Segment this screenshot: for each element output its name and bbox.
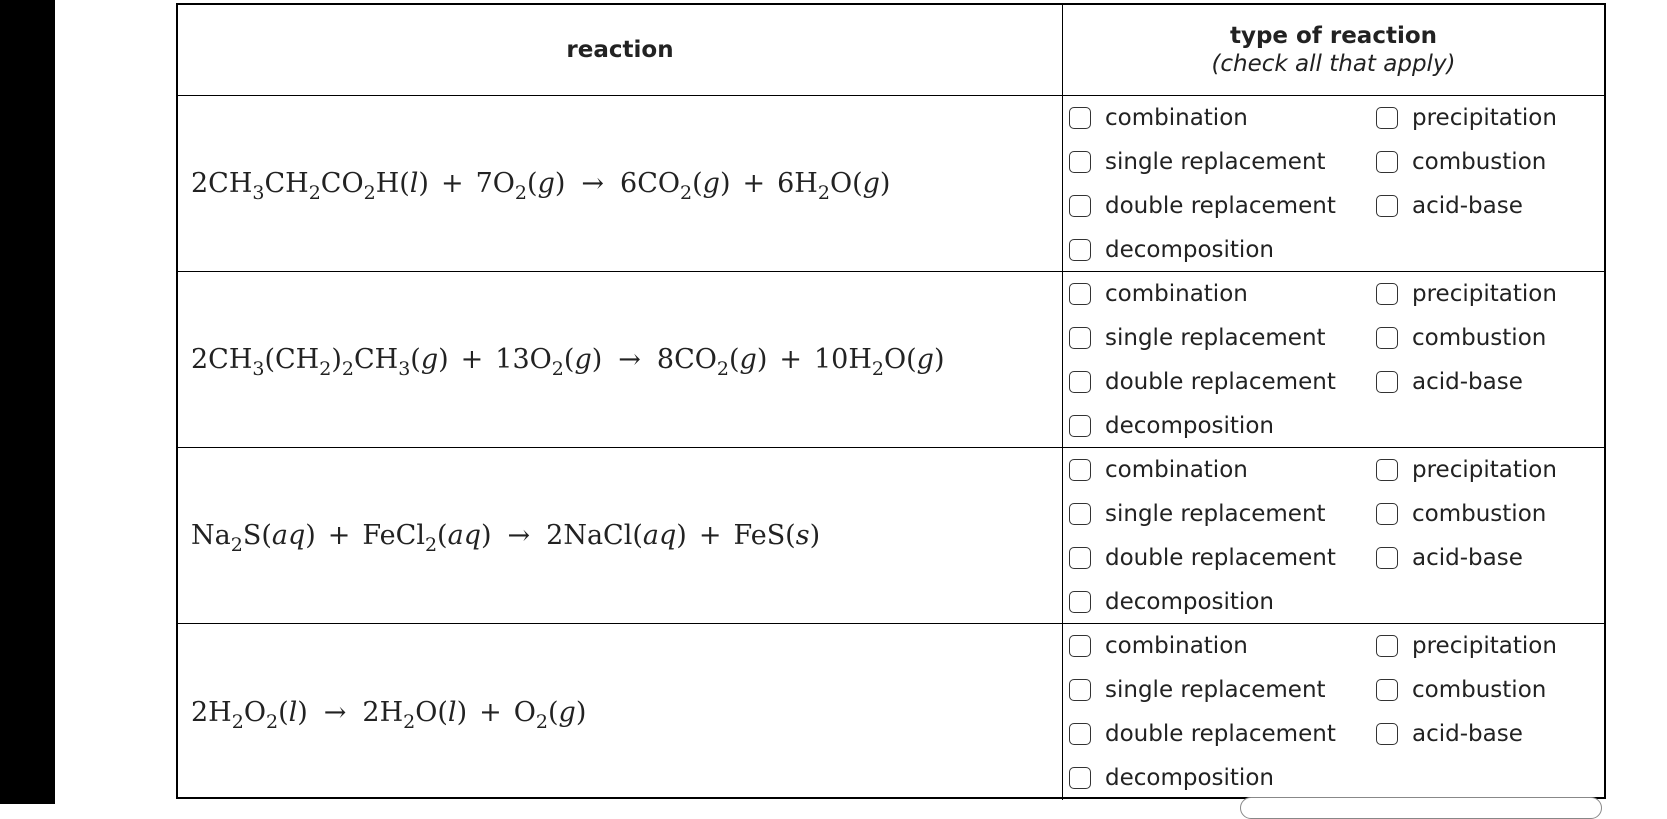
left-black-bar <box>0 0 55 804</box>
checkbox-icon[interactable] <box>1376 327 1398 349</box>
reaction-types-1 <box>1063 96 1604 272</box>
header-type <box>1063 5 1604 96</box>
checkbox-combustion[interactable] <box>1376 492 1604 536</box>
reaction-table <box>176 3 1606 799</box>
checkbox-combination[interactable] <box>1069 272 1376 316</box>
option-label: acid-base <box>1412 721 1523 747</box>
checkbox-icon[interactable] <box>1069 415 1091 437</box>
checkbox-icon[interactable] <box>1376 107 1398 129</box>
checkbox-decomposition[interactable] <box>1069 756 1376 800</box>
checkbox-double-replacement[interactable] <box>1069 360 1376 404</box>
checkbox-single-replacement[interactable] <box>1069 140 1376 184</box>
checkbox-decomposition[interactable] <box>1069 404 1376 448</box>
option-label: acid-base <box>1412 193 1523 219</box>
option-label: combination <box>1105 457 1248 483</box>
checkbox-double-replacement[interactable] <box>1069 184 1376 228</box>
option-label: precipitation <box>1412 105 1557 131</box>
bottom-button-partial[interactable] <box>1240 797 1602 819</box>
header-reaction <box>178 5 1063 96</box>
checkbox-icon[interactable] <box>1069 547 1091 569</box>
option-label: single replacement <box>1105 501 1326 527</box>
option-label: decomposition <box>1105 765 1274 791</box>
checkbox-icon[interactable] <box>1069 371 1091 393</box>
checkbox-single-replacement[interactable] <box>1069 668 1376 712</box>
checkbox-precipitation[interactable] <box>1376 272 1604 316</box>
checkbox-icon[interactable] <box>1069 283 1091 305</box>
checkbox-acid-base[interactable] <box>1376 360 1604 404</box>
checkbox-icon[interactable] <box>1069 239 1091 261</box>
checkbox-combustion[interactable] <box>1376 316 1604 360</box>
checkbox-acid-base[interactable] <box>1376 712 1604 756</box>
checkbox-icon[interactable] <box>1376 371 1398 393</box>
checkbox-icon[interactable] <box>1376 547 1398 569</box>
checkbox-icon[interactable] <box>1069 107 1091 129</box>
checkbox-acid-base[interactable] <box>1376 184 1604 228</box>
checkbox-combination[interactable] <box>1069 96 1376 140</box>
option-label: single replacement <box>1105 149 1326 175</box>
checkbox-icon[interactable] <box>1069 635 1091 657</box>
reaction-equation-2: $2CH_3(CH_2)_2CH_3(g)$ + $13O_2(g)$ → $8CO_2(g)$ + $10H_2O(g)$ <box>178 272 1063 448</box>
header-type-subtitle: (check all that apply) <box>1211 51 1456 77</box>
option-label: acid-base <box>1412 369 1523 395</box>
option-label: decomposition <box>1105 589 1274 615</box>
option-label: combustion <box>1412 501 1547 527</box>
checkbox-icon[interactable] <box>1069 767 1091 789</box>
checkbox-double-replacement[interactable] <box>1069 712 1376 756</box>
checkbox-icon[interactable] <box>1376 151 1398 173</box>
checkbox-icon[interactable] <box>1069 591 1091 613</box>
reaction-equation-3: $Na_2S(aq)$ + FeCl$_2$(aq) → 2NaCl(aq) + FeS(s) <box>178 448 1063 624</box>
checkbox-combustion[interactable] <box>1376 140 1604 184</box>
option-label: single replacement <box>1105 677 1326 703</box>
option-label: combination <box>1105 105 1248 131</box>
checkbox-icon[interactable] <box>1376 503 1398 525</box>
option-label: combustion <box>1412 149 1547 175</box>
checkbox-acid-base[interactable] <box>1376 536 1604 580</box>
option-label: combination <box>1105 633 1248 659</box>
option-label: precipitation <box>1412 457 1557 483</box>
checkbox-precipitation[interactable] <box>1376 448 1604 492</box>
option-label: combination <box>1105 281 1248 307</box>
option-label: double replacement <box>1105 545 1336 571</box>
checkbox-icon[interactable] <box>1069 195 1091 217</box>
checkbox-icon[interactable] <box>1376 195 1398 217</box>
option-label: precipitation <box>1412 281 1557 307</box>
reaction-equation-4: $2H_2O_2(l)$ → $2H_2O(l)$ + $O_2(g)$ <box>178 624 1063 800</box>
checkbox-double-replacement[interactable] <box>1069 536 1376 580</box>
checkbox-single-replacement[interactable] <box>1069 492 1376 536</box>
checkbox-icon[interactable] <box>1376 723 1398 745</box>
reaction-equation-1: $2CH_3CH_2CO_2H(l)$ + $7O_2(g)$ → $6CO_2(g)$ + $6H_2O(g)$ <box>178 96 1063 272</box>
option-label: single replacement <box>1105 325 1326 351</box>
option-label: combustion <box>1412 325 1547 351</box>
option-label: acid-base <box>1412 545 1523 571</box>
reaction-types-4 <box>1063 624 1604 800</box>
checkbox-icon[interactable] <box>1069 151 1091 173</box>
checkbox-icon[interactable] <box>1069 327 1091 349</box>
checkbox-icon[interactable] <box>1376 635 1398 657</box>
reaction-types-2 <box>1063 272 1604 448</box>
checkbox-combustion[interactable] <box>1376 668 1604 712</box>
checkbox-precipitation[interactable] <box>1376 96 1604 140</box>
checkbox-icon[interactable] <box>1376 459 1398 481</box>
option-label: combustion <box>1412 677 1547 703</box>
option-label: double replacement <box>1105 721 1336 747</box>
checkbox-combination[interactable] <box>1069 448 1376 492</box>
checkbox-icon[interactable] <box>1069 723 1091 745</box>
option-label: double replacement <box>1105 193 1336 219</box>
checkbox-icon[interactable] <box>1376 283 1398 305</box>
checkbox-combination[interactable] <box>1069 624 1376 668</box>
checkbox-decomposition[interactable] <box>1069 580 1376 624</box>
header-reaction-label: reaction <box>566 37 674 63</box>
checkbox-icon[interactable] <box>1069 503 1091 525</box>
checkbox-icon[interactable] <box>1069 459 1091 481</box>
checkbox-single-replacement[interactable] <box>1069 316 1376 360</box>
checkbox-icon[interactable] <box>1069 679 1091 701</box>
reaction-types-3 <box>1063 448 1604 624</box>
checkbox-decomposition[interactable] <box>1069 228 1376 272</box>
checkbox-icon[interactable] <box>1376 679 1398 701</box>
option-label: decomposition <box>1105 237 1274 263</box>
checkbox-precipitation[interactable] <box>1376 624 1604 668</box>
option-label: decomposition <box>1105 413 1274 439</box>
option-label: precipitation <box>1412 633 1557 659</box>
option-label: double replacement <box>1105 369 1336 395</box>
header-type-title: type of reaction <box>1229 23 1438 49</box>
